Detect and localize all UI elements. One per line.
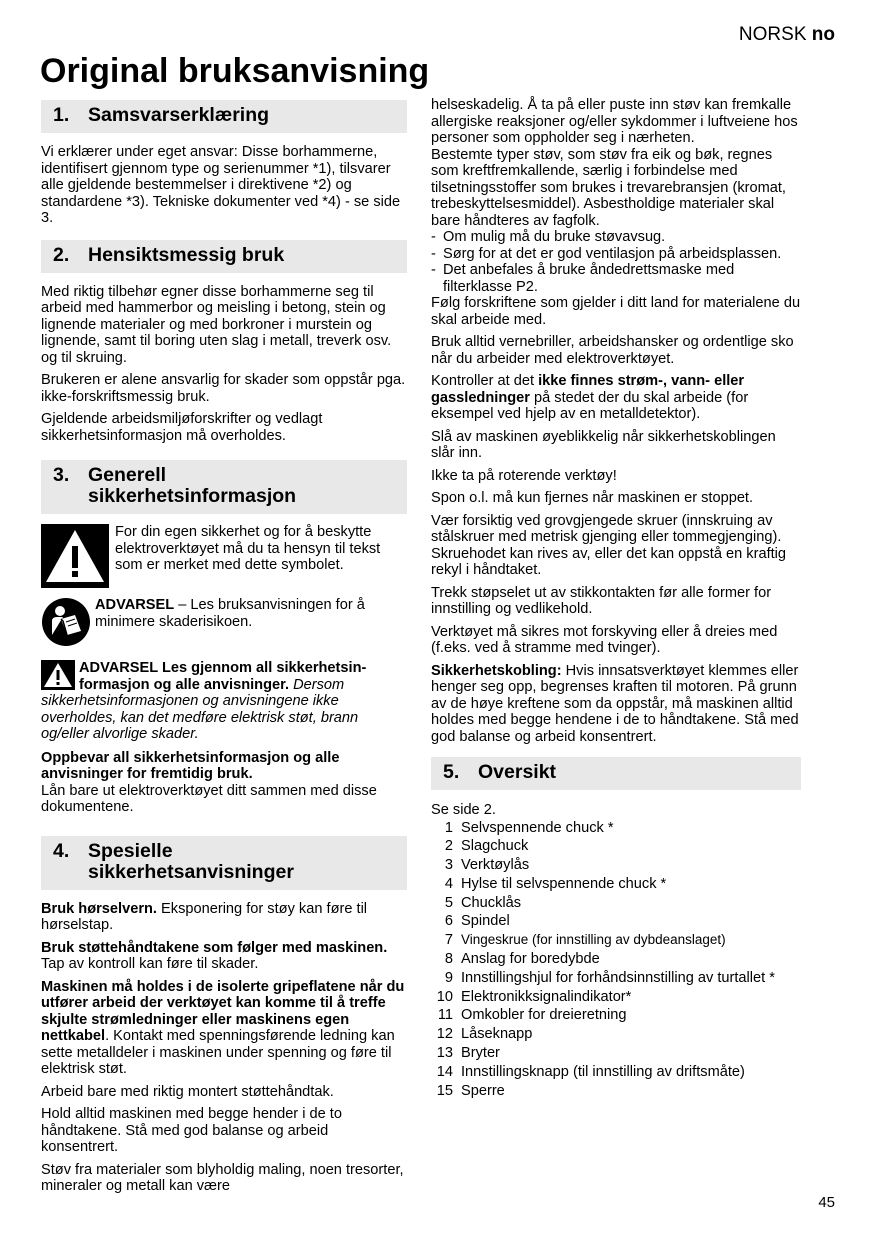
item-number: 13: [436, 1045, 453, 1062]
item-label: Spindel: [461, 913, 510, 930]
r-paragraph-8: Spon o.l. må kun fjernes når maskinen er stoppet.: [431, 490, 754, 506]
overview-item: [431, 988, 801, 1007]
item-number: 12: [436, 1026, 453, 1043]
overview-item: [431, 969, 801, 988]
item-number: 8: [444, 951, 453, 968]
language-header: [739, 24, 835, 46]
section-number: 4.: [53, 839, 70, 862]
keep-heading: Oppbevar all sikkerhetsinformasjon og alle anvisninger for fremtidig bruk.: [41, 749, 340, 782]
section-title-line-1: Spesielle: [88, 839, 173, 862]
s2-paragraph-1: Med riktig tilbehør egner disse borhammerne seg til arbeid med hammerbor og meisling i betong, stein og lignende materialer og med borkroner i murstein og lignende, samt til boring uten slag i metall, treverk osv. og til skruing.: [41, 283, 392, 366]
overview-item: [431, 1006, 801, 1025]
left-column: [41, 100, 407, 1201]
section-title: Samsvarserklæring: [88, 104, 270, 126]
section-title-line-1: Generell: [88, 464, 167, 486]
item-number: 6: [444, 913, 453, 930]
section-4-heading: [41, 836, 407, 890]
dash-text: Det anbefales å bruke åndedrettsmaske med filterklasse P2.: [443, 262, 735, 295]
overview-item: [431, 950, 801, 969]
warning-read-manual: [95, 597, 407, 630]
dash-item: - Det anbefales å bruke åndedrettsmaske med filterklasse P2.: [431, 262, 801, 295]
item-number: 7: [444, 932, 453, 949]
read-manual-icon: [41, 597, 91, 647]
body-text: på stedet der du skal arbeide (for eksempel ved hjelp av en metalldetektor).: [431, 389, 749, 422]
right-column: [431, 97, 801, 1100]
section-title-line-2: sikkerhetsanvisninger: [88, 860, 294, 883]
overview-item: [431, 894, 801, 913]
item-label: Innstillingshjul for forhåndsinnstilling av turtallet *: [461, 969, 775, 986]
r-paragraph-9: Vær forsiktig ved grovgjengede skruer (innskruing av stålskruer med metrisk gjenging eller tommegjenging). Skruehodet kan rives av, eller det kan oppstå en kraftig rekyl i håndtaket.: [431, 512, 787, 578]
section-2-heading: [41, 240, 407, 273]
r-paragraph-5: [431, 373, 801, 423]
section-title-line-2: sikkerhetsinformasjon: [88, 485, 297, 507]
overview-item: [431, 1044, 801, 1063]
section-5-heading: [431, 757, 801, 790]
item-number: 14: [436, 1063, 453, 1080]
section-title: Oversikt: [478, 761, 557, 783]
s2-paragraph-3: Gjeldende arbeidsmiljøforskrifter og vedlagt sikkerhetsinformasjon må overholdes.: [41, 411, 323, 444]
bold-lead: Sikkerhetskobling:: [431, 662, 562, 679]
language-code: no: [811, 24, 835, 45]
r-paragraph-7: Ikke ta på roterende verktøy!: [431, 467, 617, 484]
item-number: 15: [436, 1082, 453, 1099]
item-label: Sperre: [461, 1082, 505, 1099]
r-paragraph-11: Verktøyet må sikres mot forskyving eller å dreies med (f.eks. ved å stramme med tvinger).: [431, 623, 778, 656]
section-title: [88, 465, 296, 507]
bold-text: ikke finnes strøm-, vann- eller gassledninger: [431, 373, 745, 406]
language-label: NORSK: [738, 24, 807, 45]
item-label: Låseknapp: [461, 1026, 533, 1043]
item-number: 2: [444, 838, 453, 855]
body-text: Hvis innsatsverktøyet klemmes eller henger seg opp, begrenses kraften til motoren. På grunn av de høye kreftene som da oppstår, må maskinen alltid holdes med begge hendene i de to håndtakene. Stå med god balanse og arbeid konsentrert.: [431, 662, 799, 745]
bold-lead: Maskinen må holdes i de isolerte gripeflatene når du utfører arbeid der verktøyet kan komme til å treffe skjulte strømledninger eller maskinens egen nettkabel: [41, 978, 405, 1044]
body-text: Tap av kontroll kan føre til skader.: [41, 956, 259, 972]
s4-paragraph-6: Støv fra materialer som blyholdig maling, noen tresorter, mineraler og metall kan være: [41, 1161, 404, 1194]
r-paragraph-3: Følg forskriftene som gjelder i ditt land for materialene du skal arbeide med.: [431, 295, 801, 328]
symbol-explanation: For din egen sikkerhet og for å beskytte elektroverktøyet må du ta hensyn til tekst som er merket med dette symbolet.: [115, 524, 381, 573]
overview-item: [431, 875, 801, 894]
r-paragraph-12: [431, 663, 801, 746]
general-warning: [41, 660, 407, 743]
overview-list: [431, 819, 801, 1101]
warning-symbol-note: [41, 524, 407, 588]
s4-paragraph-1: [41, 901, 407, 934]
body-text: Kontroller at det: [431, 373, 539, 389]
page-title: Original bruksanvisning: [40, 52, 430, 90]
dash-item: - Sørg for at det er god ventilasjon på arbeidsplassen.: [431, 245, 782, 262]
body-text: . Kontakt med spenningsførende ledning kan sette metalldeler i maskinen under spenning og føre til elektrisk støt.: [41, 1028, 395, 1077]
item-label: Bryter: [461, 1045, 500, 1062]
r-paragraph-1: helseskadelig. Å ta på eller puste inn støv kan fremkalle allergiske reaksjoner og/eller sykdommer i luftveiene hos personer som oppholder seg i nærheten.: [431, 97, 798, 146]
r-paragraph-4: Bruk alltid vernebriller, arbeidshansker og ordentlige sko når du arbeider med elektroverktøyet.: [431, 334, 794, 367]
dash-item: - Om mulig må du bruke støvavsug.: [431, 229, 666, 245]
section-number: 5.: [443, 761, 460, 783]
warning-triangle-small-icon: [41, 660, 75, 690]
overview-item: [431, 837, 801, 856]
warning-italic-text: Dersom sikkerhetsinformasjonen og anvisningene ikke overholdes, kan det medføre elektrisk støt, brann og/eller alvorlige skader.: [41, 676, 359, 742]
overview-item: [431, 819, 801, 838]
dash-text: Sørg for at det er god ventilasjon på arbeidsplassen.: [443, 245, 782, 262]
item-number: 11: [437, 1007, 453, 1024]
r-paragraph-2: Bestemte typer støv, som støv fra eik og bøk, regnes som kreftfremkallende, særlig i forbindelse med tilsetningsstoffer som brukes i trevarebransjen (kromat, trebeskyttelsesmiddel). Asbestholdige materialer skal bare håndteres av fagfolk.: [431, 146, 786, 229]
warning-label: ADVARSEL: [95, 597, 175, 613]
section-3-heading: [41, 460, 407, 514]
item-number: 10: [436, 988, 453, 1005]
bold-lead: Bruk hørselvern.: [41, 900, 157, 917]
r-paragraph-6: Slå av maskinen øyeblikkelig når sikkerhetskoblingen slår inn.: [431, 428, 776, 461]
item-label: Verktøylås: [461, 857, 530, 874]
item-label: Anslag for boredybde: [461, 951, 600, 968]
item-number: 9: [444, 969, 453, 986]
overview-item: [431, 931, 801, 950]
section-number: 1.: [53, 104, 70, 126]
item-label: Innstillingsknapp (til innstilling av driftsmåte): [461, 1063, 745, 1080]
overview-item: [431, 856, 801, 875]
warning-heading: ADVARSEL Les gjennom all sikkerhetsin- formasjon og alle anvisninger.: [79, 660, 367, 693]
overview-item: [431, 1082, 801, 1101]
warning-text: – Les bruksanvisningen for å minimere skaderisikoen.: [95, 597, 365, 630]
item-label: Omkobler for dreieretning: [461, 1007, 627, 1024]
warning-triangle-icon: [41, 524, 109, 588]
s4-paragraph-2: [41, 940, 407, 973]
dash-text: Om mulig må du bruke støvavsug.: [443, 229, 666, 245]
item-label: Hylse til selvspennende chuck *: [461, 875, 667, 892]
item-label: Elektronikksignalindikator*: [461, 988, 632, 1005]
s2-paragraph-2: Brukeren er alene ansvarlig for skader som oppstår pga. ikke-forskriftsmessig bruk.: [41, 372, 406, 405]
warning-read-all: [41, 660, 407, 743]
overview-item: [431, 912, 801, 931]
overview-intro: Se side 2.: [431, 802, 496, 818]
section-title: [88, 841, 294, 883]
section-number: 3.: [53, 464, 70, 486]
body-text: Eksponering for støy kan føre til hørselstap.: [41, 900, 368, 933]
section-number: 2.: [53, 243, 70, 266]
section-1-heading: [41, 100, 407, 133]
s4-paragraph-3: [41, 979, 407, 1078]
keep-text: Lån bare ut elektroverktøyet ditt sammen med disse dokumentene.: [41, 782, 377, 815]
bold-lead: Bruk støttehåndtakene som følger med maskinen.: [41, 939, 388, 956]
item-number: 3: [444, 857, 453, 874]
s4-paragraph-4: Arbeid bare med riktig montert støttehåndtak.: [41, 1083, 334, 1100]
overview-item: [431, 1025, 801, 1044]
item-label: Vingeskrue (for innstilling av dybdeanslaget): [461, 932, 726, 948]
s4-paragraph-5: Hold alltid maskinen med begge hender i de to håndtakene. Stå med god balanse og arbeid konsentrert.: [41, 1106, 342, 1155]
keep-instructions: [41, 750, 407, 816]
s1-paragraph: Vi erklærer under eget ansvar: Disse borhammerne, identifisert gjennom type og serienummer *1), tilsvarer alle gjeldende bestemmelser i direktivene *2) og standardene *3). Tekniske dokumenter ved *4) - se side 3.: [41, 144, 401, 226]
read-manual-note: [41, 597, 407, 647]
overview-item: [431, 1063, 801, 1082]
item-number: 4: [444, 875, 453, 892]
item-number: 1: [444, 819, 453, 836]
item-label: Chucklås: [461, 894, 522, 911]
item-label: Slagchuck: [461, 838, 529, 855]
r-paragraph-10: Trekk støpselet ut av stikkontakten før alle former for innstilling og vedlikehold.: [431, 584, 772, 617]
page-number: 45: [818, 1194, 835, 1211]
section-title: Hensiktsmessig bruk: [88, 243, 285, 266]
item-number: 5: [444, 894, 453, 911]
item-label: Selvspennende chuck *: [461, 819, 614, 836]
